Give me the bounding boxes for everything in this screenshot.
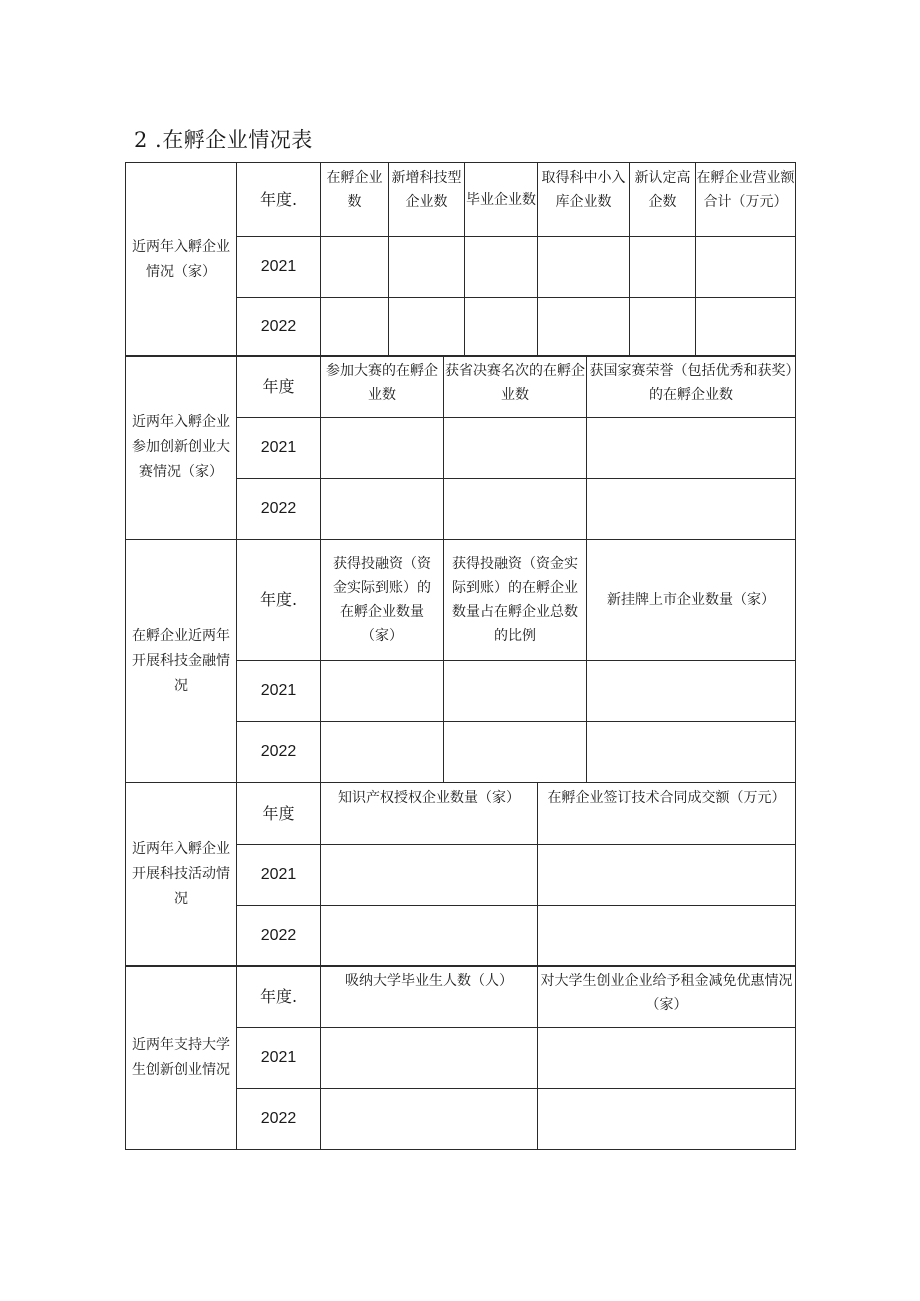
year-label: 2022: [237, 479, 321, 540]
input-cell[interactable]: [321, 479, 444, 540]
section-competitions: [125, 355, 796, 540]
section-tech-activities: [125, 782, 796, 967]
year-header: 年度.: [237, 540, 321, 661]
input-cell[interactable]: [321, 298, 389, 357]
input-cell[interactable]: [538, 1089, 796, 1150]
column-header: 在孵企业数: [321, 163, 389, 237]
input-cell[interactable]: [321, 1089, 538, 1150]
column-header: 新挂牌上市企业数量（家）: [587, 540, 796, 661]
input-cell[interactable]: [321, 906, 538, 967]
year-label: 2021: [237, 418, 321, 479]
year-header: 年度: [237, 356, 321, 418]
year-label: 2022: [237, 1089, 321, 1150]
input-cell[interactable]: [587, 418, 796, 479]
input-cell[interactable]: [538, 298, 630, 357]
input-cell[interactable]: [389, 237, 465, 298]
column-header: 新增科技型企业数: [389, 163, 465, 237]
column-header: 毕业企业数: [465, 163, 538, 237]
input-cell[interactable]: [321, 1028, 538, 1089]
input-cell[interactable]: [587, 479, 796, 540]
input-cell[interactable]: [465, 298, 538, 357]
year-label: 2022: [237, 722, 321, 783]
section-student-entrepreneurship: [125, 965, 796, 1150]
input-cell[interactable]: [696, 298, 796, 357]
input-cell[interactable]: [465, 237, 538, 298]
category-cell: 近两年入孵企业参加创新创业大赛情况（家）: [126, 356, 237, 540]
input-cell[interactable]: [444, 418, 587, 479]
input-cell[interactable]: [538, 845, 796, 906]
column-header: 获省决赛名次的在孵企业数: [444, 356, 587, 418]
year-label: 2022: [237, 298, 321, 357]
column-header: 对大学生创业企业给予租金减免优惠情况（家）: [538, 966, 796, 1028]
input-cell[interactable]: [538, 237, 630, 298]
column-header: 吸纳大学毕业生人数（人）: [321, 966, 538, 1028]
input-cell[interactable]: [444, 722, 587, 783]
year-label: 2021: [237, 661, 321, 722]
year-header: 年度: [237, 783, 321, 845]
input-cell[interactable]: [321, 722, 444, 783]
year-label: 2021: [237, 237, 321, 298]
input-cell[interactable]: [444, 661, 587, 722]
input-cell[interactable]: [538, 906, 796, 967]
page-title: 2 .在孵企业情况表: [134, 128, 313, 152]
year-label: 2022: [237, 906, 321, 967]
column-header: 知识产权授权企业数量（家）: [321, 783, 538, 845]
column-header: 获得投融资（资金实际到账）的在孵企业数量（家）: [321, 540, 444, 661]
input-cell[interactable]: [321, 661, 444, 722]
year-header: 年度.: [237, 163, 321, 237]
year-label: 2021: [237, 845, 321, 906]
input-cell[interactable]: [587, 722, 796, 783]
column-header: 获得投融资（资金实际到账）的在孵企业数量占在孵企业总数的比例: [444, 540, 587, 661]
category-cell: 近两年支持大学生创新创业情况: [126, 966, 237, 1150]
section-incubated-enterprises: [125, 162, 796, 357]
input-cell[interactable]: [321, 845, 538, 906]
column-header: 在孵企业签订技术合同成交额（万元）: [538, 783, 796, 845]
category-cell: 在孵企业近两年开展科技金融情况: [126, 540, 237, 783]
column-header: 在孵企业营业额合计（万元）: [696, 163, 796, 237]
input-cell[interactable]: [321, 418, 444, 479]
input-cell[interactable]: [587, 661, 796, 722]
column-header: 取得科中小入库企业数: [538, 163, 630, 237]
year-header: 年度.: [237, 966, 321, 1028]
input-cell[interactable]: [389, 298, 465, 357]
column-header: 获国家赛荣誉（包括优秀和获奖）的在孵企业数: [587, 356, 796, 418]
input-cell[interactable]: [321, 237, 389, 298]
column-header: 新认定高企数: [630, 163, 696, 237]
year-label: 2021: [237, 1028, 321, 1089]
input-cell[interactable]: [538, 1028, 796, 1089]
category-cell: 近两年入孵企业情况（家）: [126, 163, 237, 357]
section-tech-finance: [125, 539, 796, 783]
category-cell: 近两年入孵企业开展科技活动情况: [126, 783, 237, 967]
input-cell[interactable]: [696, 237, 796, 298]
column-header: 参加大赛的在孵企业数: [321, 356, 444, 418]
input-cell[interactable]: [630, 237, 696, 298]
input-cell[interactable]: [630, 298, 696, 357]
input-cell[interactable]: [444, 479, 587, 540]
